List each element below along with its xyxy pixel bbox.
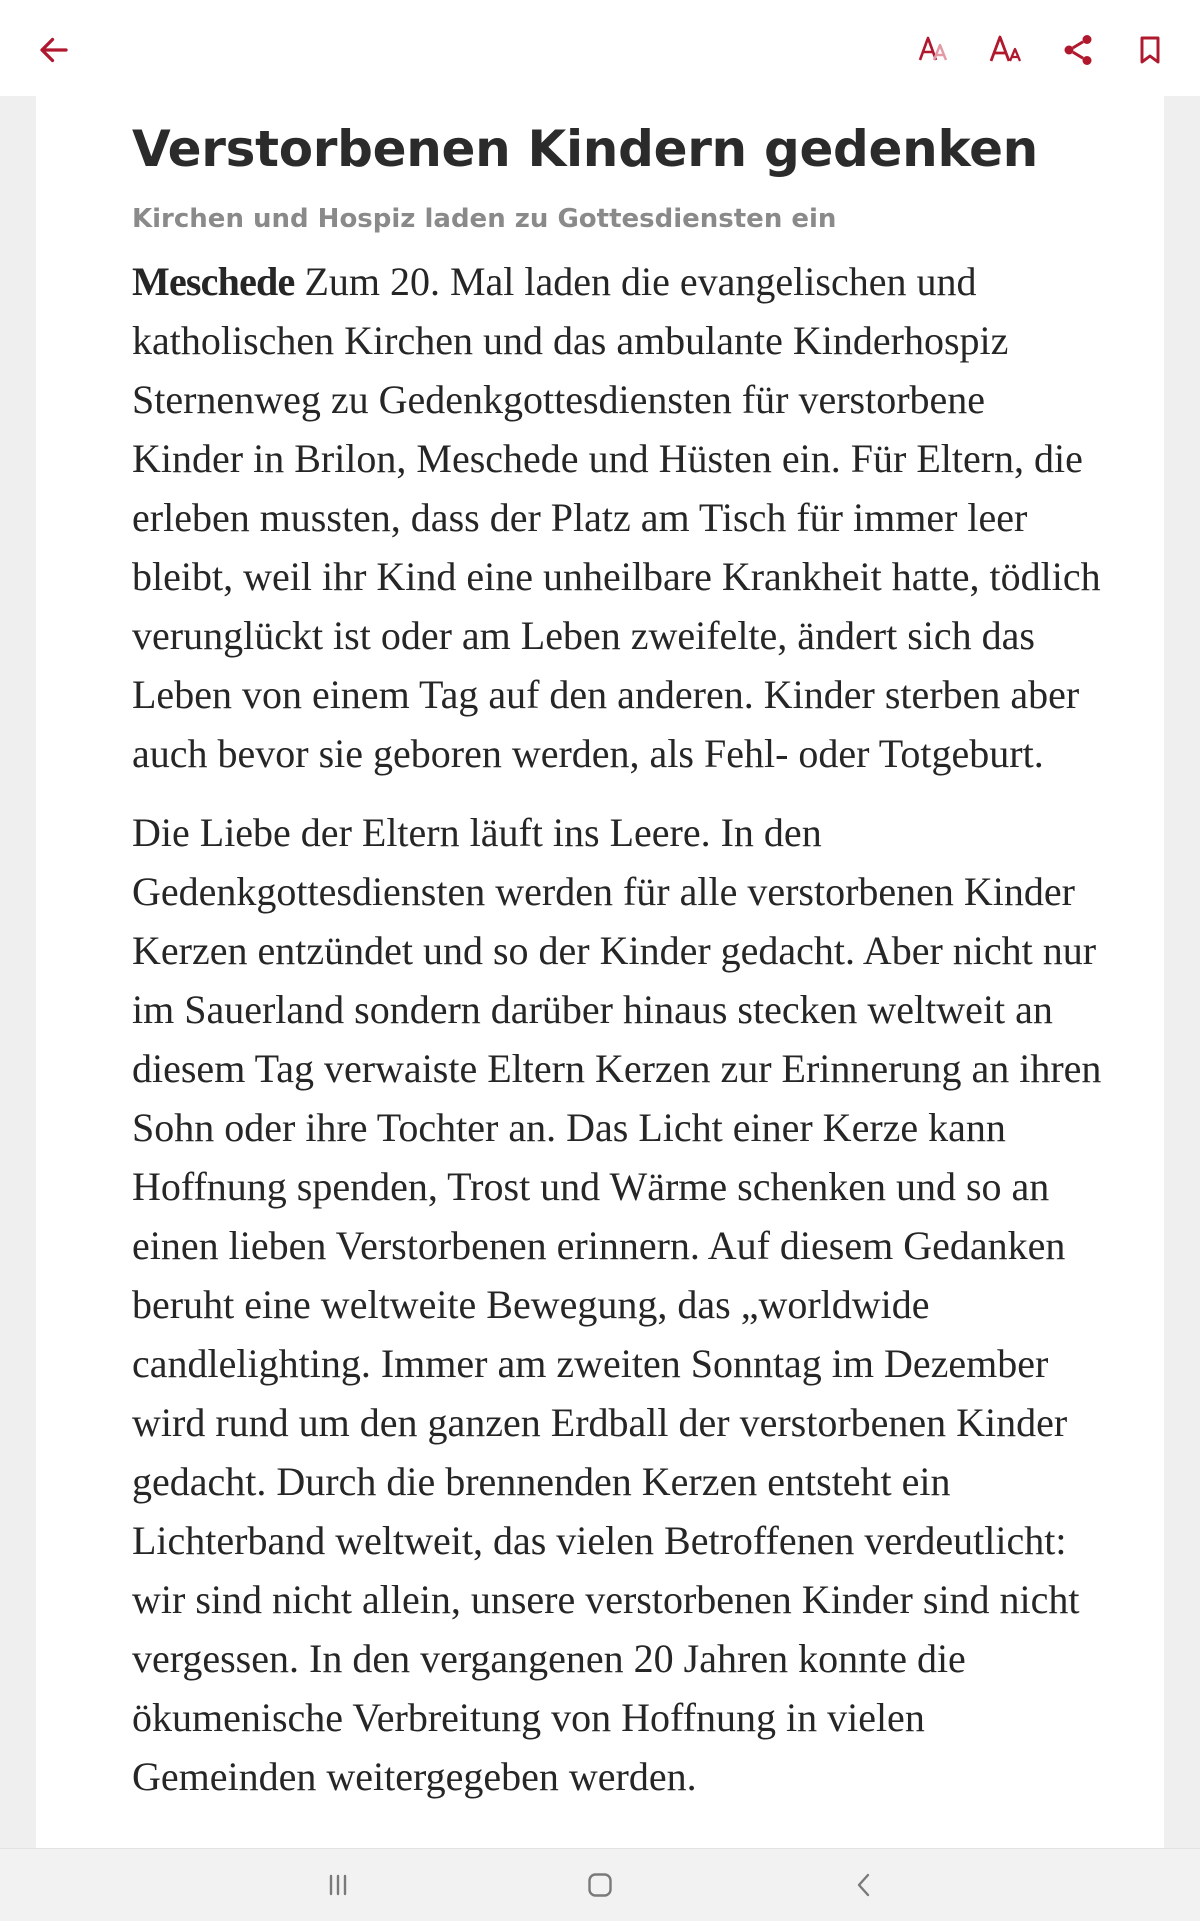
system-back-button[interactable] [828,1857,900,1913]
recent-apps-button[interactable] [302,1857,374,1913]
back-button[interactable] [22,18,86,82]
share-icon [1060,32,1096,68]
font-size-decrease-icon [914,30,954,70]
home-button[interactable] [564,1857,636,1913]
article-paragraph [132,252,1104,783]
font-larger-button[interactable] [975,18,1039,82]
article-dateline: Meschede [132,259,295,304]
share-button[interactable] [1046,18,1110,82]
article [132,96,1104,1806]
system-navigation-bar [0,1848,1200,1921]
article-headline: Verstorbenen Kindern gedenken [132,120,1038,178]
article-paragraph-text: Zum 20. Mal laden die evangelischen und katholischen Kirchen und das ambulante Kinderhospiz Sternenweg zu Gedenkgottesdiensten für verstorbene Kinder in Brilon, Meschede und Hüsten ein. Für Eltern, die erleben mussten, dass der Platz am Tisch für immer leer bleibt, weil ihr Kind eine unheilbare Krankheit hatte, tödlich verunglückt ist oder am Leben zweifelte, ändert sich das Leben von einem Tag auf den anderen. Kinder sterben aber auch bevor sie geboren werden, als Fehl- oder Totgeburt. [132,259,1101,776]
bookmark-button[interactable] [1118,18,1182,82]
recent-apps-icon [323,1870,353,1900]
system-back-icon [849,1870,879,1900]
bookmark-icon [1134,32,1166,68]
font-size-increase-icon [987,30,1027,70]
font-smaller-button[interactable] [902,18,966,82]
article-subheadline: Kirchen und Hospiz laden zu Gottesdiensten ein [132,204,837,234]
home-icon [585,1870,615,1900]
arrow-left-icon [36,32,72,68]
article-paragraph: Die Liebe der Eltern läuft ins Leere. In den Gedenkgottesdiensten werden für alle verstorbenen Kinder Kerzen entzündet und so der Kinder gedacht. Aber nicht nur im Sauerland sondern darüber hinaus stecken weltweit an diesem Tag verwaiste Eltern Kerzen zur Erinnerung an ihren Sohn oder ihre Tochter an. Das Licht einer Kerze kann Hoffnung spenden, Trost und Wärme schenken und so an einen lieben Verstorbenen erinnern. Auf diesem Gedanken beruht eine weltweite Bewegung, das „worldwide candlelighting. Immer am zweiten Sonntag im Dezember wird rund um den ganzen Erdball der verstorbenen Kinder gedacht. Durch die brennenden Kerzen entsteht ein Lichterband weltweit, das vielen Betroffenen verdeutlicht: wir sind nicht allein, unsere verstorbenen Kinder sind nicht vergessen. In den vergangenen 20 Jahren konnte die ökumenische Verbreitung von Hoffnung in vielen Gemeinden weitergegeben werden. [132,810,1102,1799]
article-card [36,96,1164,1848]
top-app-bar [0,0,1200,96]
